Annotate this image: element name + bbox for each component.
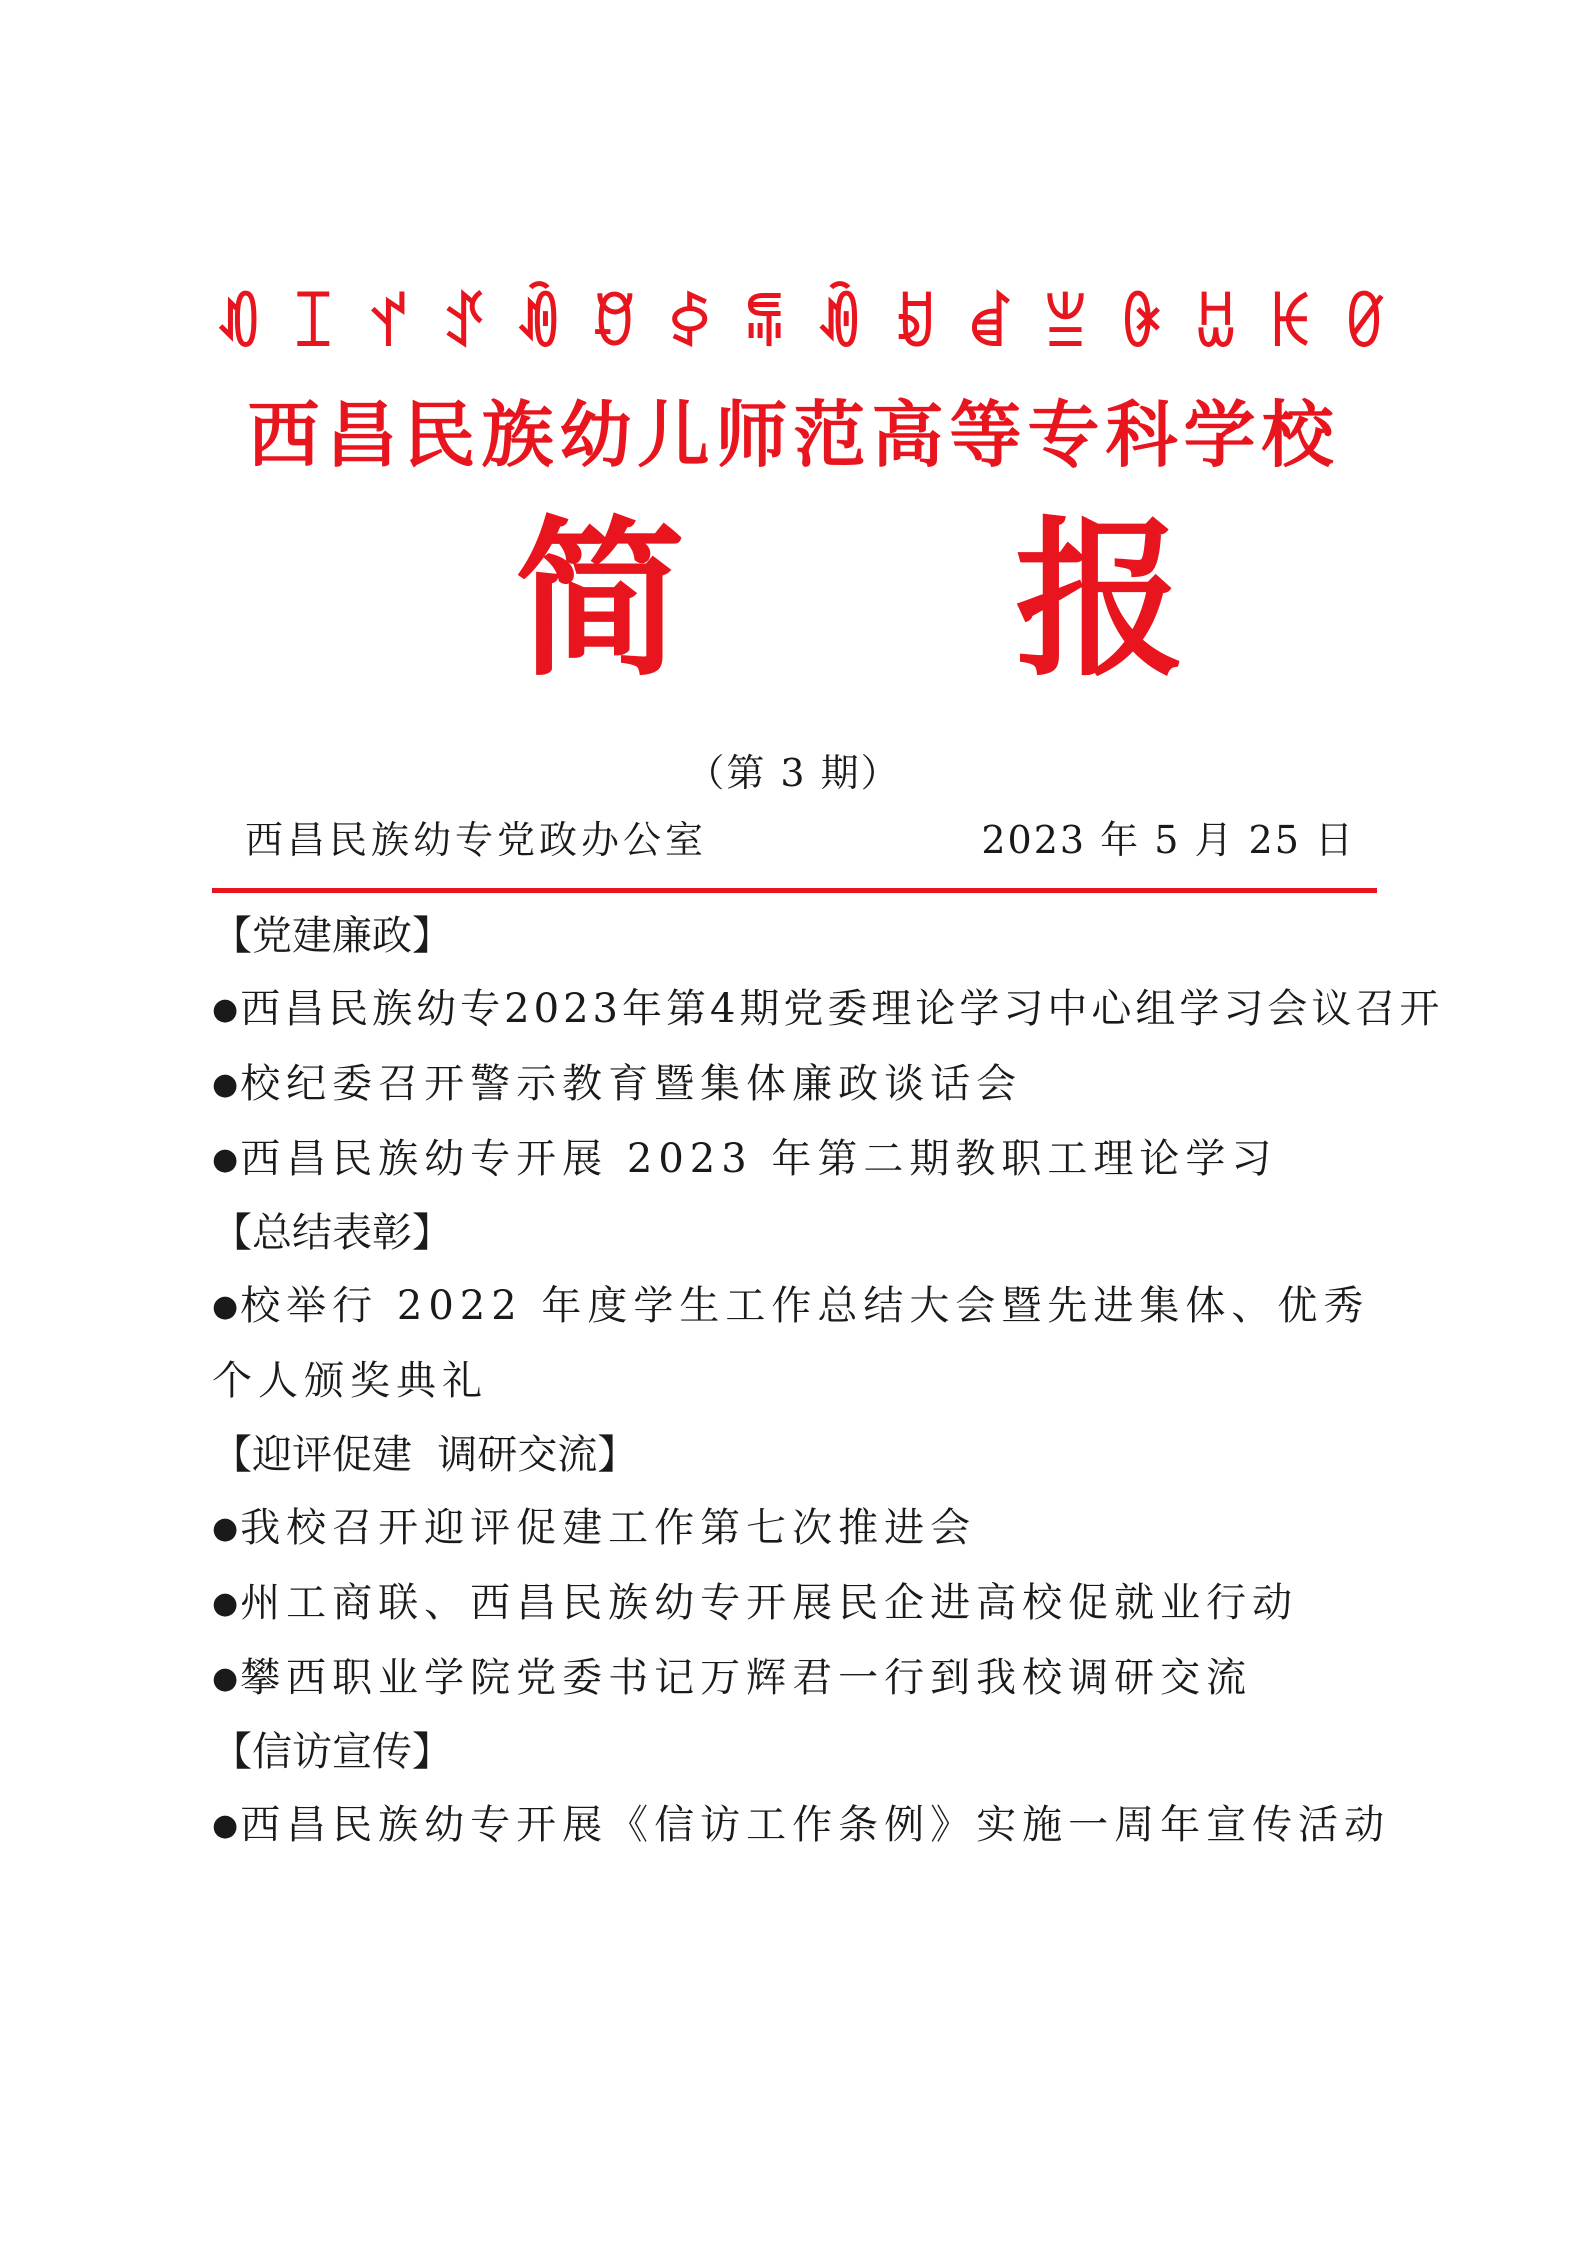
- title-char-jian: 简: [515, 500, 686, 700]
- toc-item[interactable]: [212, 1788, 1392, 1863]
- toc-item-text: 西昌民族幼专开展《信访工作条例》实施一周年宣传活动: [240, 1802, 1391, 1848]
- red-divider: [212, 888, 1377, 893]
- toc-item-text: 校纪委召开警示教育暨集体廉政谈话会: [240, 1061, 1023, 1107]
- table-of-contents: [212, 900, 1444, 1863]
- yi-script-row: [215, 285, 1390, 365]
- section-heading: 【党建廉政】: [212, 913, 452, 959]
- toc-item[interactable]: [212, 1641, 1392, 1716]
- yi-glyph: ꀤ: [290, 290, 338, 360]
- bullet-icon: ●: [212, 1067, 239, 1102]
- toc-item-text: 西昌民族幼专2023年第4期党委理论学习中心组学习会议召开: [240, 986, 1444, 1032]
- section-heading: 【信访宣传】: [212, 1729, 452, 1775]
- bullet-icon: ●: [212, 992, 239, 1027]
- issue-date: 2023 年 5 月 25 日: [981, 818, 1355, 862]
- toc-item[interactable]: [212, 1122, 1392, 1197]
- yi-glyph: ꀐ: [515, 290, 563, 360]
- yi-glyph: ꀈ: [365, 290, 413, 360]
- yi-glyph: ꀠ: [1192, 290, 1240, 360]
- yi-glyph: ꀘ: [1267, 290, 1315, 360]
- bullet-icon: ●: [212, 1586, 239, 1621]
- section-heading: 【总结表彰】: [212, 1210, 452, 1256]
- issuer-name: 西昌民族幼专党政办公室: [245, 818, 708, 862]
- toc-item[interactable]: [212, 1491, 1392, 1566]
- toc-item-text: 州工商联、西昌民族幼专开展民企进高校促就业行动: [240, 1580, 1299, 1626]
- yi-glyph: ꀐ: [816, 290, 864, 360]
- section-heading: 【迎评促建 调研交流】: [212, 1432, 638, 1478]
- bulletin-title: [0, 500, 1587, 700]
- yi-glyph: ꀄ: [591, 290, 638, 360]
- toc-item[interactable]: [212, 1269, 1392, 1419]
- school-name: 西昌民族幼儿师范高等专科学校: [247, 392, 1340, 477]
- toc-item-text: 攀西职业学院党委书记万辉君一行到我校调研交流: [240, 1655, 1253, 1701]
- toc-item-text: 我校召开迎评促建工作第七次推进会: [240, 1505, 977, 1551]
- toc-item[interactable]: [212, 1566, 1392, 1641]
- toc-item-text: 西昌民族幼专开展 2023 年第二期教职工理论学习: [240, 1136, 1278, 1182]
- yi-glyph: ꀆ: [666, 290, 714, 360]
- yi-glyph: ꀜ: [1343, 290, 1390, 360]
- toc-item[interactable]: [212, 1047, 1392, 1122]
- bullet-icon: ●: [212, 1289, 239, 1324]
- yi-glyph: ꀒ: [215, 290, 262, 360]
- yi-glyph: ꀖ: [1117, 290, 1165, 360]
- yi-glyph: ꁈ: [1042, 290, 1090, 360]
- toc-item[interactable]: [212, 972, 1444, 1047]
- yi-glyph: ꀂ: [891, 290, 939, 360]
- bullet-icon: ●: [212, 1808, 239, 1843]
- title-char-bao: 报: [1015, 500, 1186, 700]
- issue-number: （第 3 期）: [686, 751, 901, 795]
- bullet-icon: ●: [212, 1661, 239, 1696]
- yi-glyph: ꁄ: [741, 290, 789, 360]
- bullet-icon: ●: [212, 1142, 239, 1177]
- issuer-line: [245, 812, 1355, 868]
- bullet-icon: ●: [212, 1511, 239, 1546]
- yi-glyph: ꀸ: [967, 290, 1014, 360]
- toc-item-text: 校举行 2022 年度学生工作总结大会暨先进集体、优秀个人颁奖典礼: [212, 1283, 1370, 1404]
- yi-glyph: ꀋ: [440, 290, 488, 360]
